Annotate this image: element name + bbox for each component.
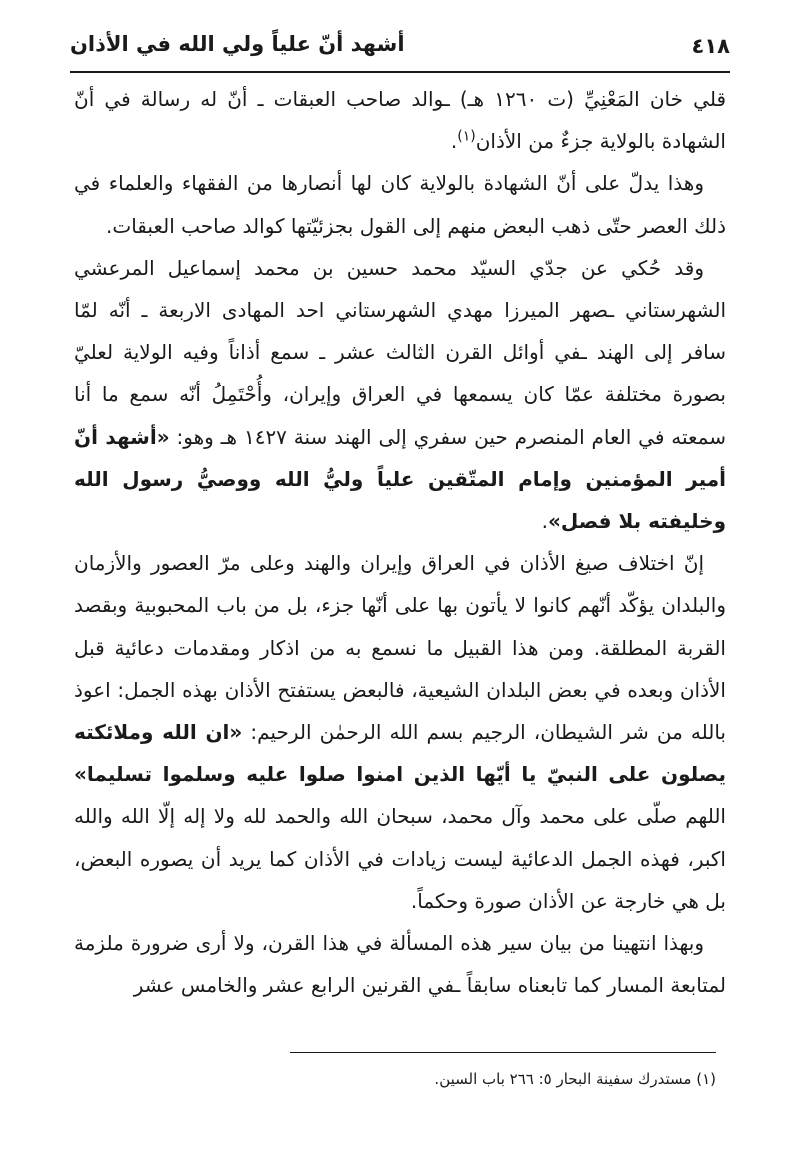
page-header [70, 28, 730, 68]
paragraph-1-text: قلي خان المَعْنِيِّ (ت ١٢٦٠ هـ) ـوالد صاحب العبقات ـ أنّ له رسالة في أنّ الشهادة بالولاية جزءٌ من الأذان [74, 87, 727, 154]
paragraph-3-end: . [541, 509, 548, 534]
paragraph-5: وبهذا انتهينا من بيان سير هذه المسألة في هذا القرن، ولا أرى ضرورة ملزمة لمتابعة المسار كما تابعناه سابقاً ـفي القرنين الرابع عشر والخامس عشر [74, 931, 726, 998]
paragraph-2: وهذا يدلّ على أنّ الشهادة بالولاية كان لها أنصارها من الفقهاء والعلماء في ذلك العصر حتّى ذهب البعض منهم إلى القول بجزئيّتها كوالد صاحب العبقات. [74, 171, 726, 238]
paragraph-3-quote: «أشهد أنّ أمير المؤمنين وإمام المتّقين علياً وليُّ الله ووصيُّ رسول الله وخليفته بلا فصل» [74, 424, 726, 534]
main-text [74, 78, 726, 1006]
paragraph-4-text: إنّ اختلاف صيغ الأذان في العراق وإيران والهند وعلى مرّ العصور والأزمان والبلدان يؤكّد أنّهم كانوا لا يأتون بها على أنّها جزء، بل من باب المحبوبية وبقصد القربة المطلقة. ومن هذا القبيل ما نسمع به من اذكار ومقدمات دعائية قبل الأذان وبعده في بعض البلدان الشيعية، فالبعض يستفتح الأذان بهذه الجمل: اعوذ بالله من شر الشيطان، الرجيم بسم الله الرحمٰن الرحيم: [74, 551, 726, 745]
page-number: ٤١٨ [691, 34, 730, 58]
footnote-1: (١) مستدرك سفينة البحار ٥: ٢٦٦ باب السين. [434, 1070, 716, 1088]
paragraph-4-quote: «ان الله وملائكته يصلون على النبيّ يا أيّها الذين امنوا صلوا عليه وسلموا تسليما» [74, 720, 726, 787]
running-title: أشهد أنّ علياً ولي الله في الأذان [70, 32, 405, 56]
paragraph-1-end: . [450, 129, 458, 154]
footnote-divider [290, 1052, 716, 1053]
paragraph-3-text: وقد حُكي عن جدّي السيّد محمد حسين بن محمد إسماعيل المرعشي الشهرستاني ـصهر الميرزا مهدي الشهرستاني احد المهادى الاربعة ـ أنّه لمّا سافر إلى الهند ـفي أوائل القرن الثالث عشر ـ سمع أذاناً وفيه الولاية لعليّ بصورة مختلفة عمّا كان يسمعها في العراق وإيران، وأُحْتَمِلُ أنّه سمع ما أنا سمعته في العام المنصرم حين سفري إلى الهند سنة ١٤٢٧ هـ وهو: [74, 255, 727, 449]
header-divider [70, 71, 730, 73]
footnote-ref-1: (١) [457, 128, 476, 145]
paragraph-4 [74, 542, 726, 922]
paragraph-3 [74, 247, 726, 542]
paragraph-4-text-end: اللهم صلّى على محمد وآل محمد، سبحان الله والحمد لله ولا إله إلّا الله والله اكبر، فهذه الجمل الدعائية ليست زيادات في الأذان كما يريد أن يصوره البعض، بل هي خارجة عن الأذان صورة وحكماً. [74, 804, 726, 913]
paragraph-1 [74, 78, 726, 162]
